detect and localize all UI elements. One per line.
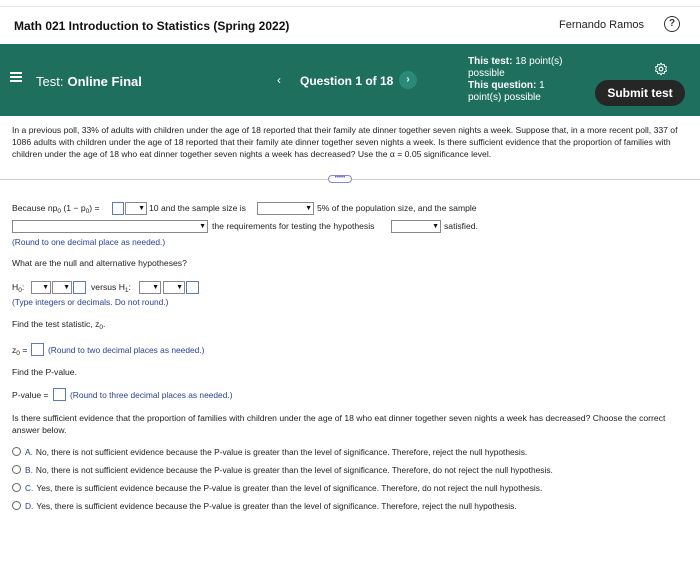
choice-text: No, there is not sufficient evidence because the P-value is greater than the level of significance. Therefore, do not reject the null hypothesis.: [35, 465, 553, 475]
h1-operator-dropdown[interactable]: [163, 281, 185, 294]
population-text: 5% of the population size, and the sample: [317, 203, 477, 213]
sample-type-dropdown[interactable]: [12, 220, 208, 233]
h1-value-input[interactable]: [186, 281, 199, 294]
problem-statement: In a previous poll, 33% of adults with children under the age of 18 reported that their family ate dinner together seven nights a week. Suppose that, in a more recent poll, 337 of 1086 adults with children under the age of 18 reported that their family ate dinner together seven nights a week. Is there sufficient evidence that the proportion of families with children under the age of 18 who eat dinner together seven nights a week has decreased? Use the α = 0.05 significance level.: [12, 125, 678, 159]
round-two-hint: (Round to two decimal places as needed.): [48, 345, 205, 355]
close-paren: ) =: [89, 203, 100, 213]
course-title: Math 021 Introduction to Statistics (Spring 2022): [14, 19, 290, 33]
choice-text: Yes, there is sufficient evidence because the P-value is greater than the level of significance. Therefore, do not reject the null hypothesis.: [36, 483, 543, 493]
np-comparison-dropdown[interactable]: [125, 202, 147, 215]
one-minus-p: (1 − p: [63, 203, 86, 213]
submit-test-button[interactable]: Submit test: [595, 80, 685, 106]
test-bar: [0, 44, 700, 116]
conclusion-question: Is there sufficient evidence that the proportion of families with children under the age of 18 who eat dinner together seven nights a week has decreased? Choose the correct answer below.: [12, 413, 666, 435]
choice-d[interactable]: [12, 501, 517, 511]
sample-size-dropdown[interactable]: [257, 202, 314, 215]
h1-sub: 1: [124, 287, 129, 294]
sample-size-text: 10 and the sample size is: [149, 203, 246, 213]
top-header: [0, 6, 700, 44]
chevron-down-icon: ▼: [176, 284, 183, 291]
help-icon[interactable]: ?: [664, 16, 680, 32]
test-name: Online Final: [67, 74, 142, 89]
h0-operator-dropdown[interactable]: [52, 281, 72, 294]
requirements-text: the requirements for testing the hypothesis: [212, 221, 375, 231]
chevron-down-icon: ▼: [199, 223, 206, 230]
test-prefix: Test:: [36, 74, 64, 89]
h1-parameter-dropdown[interactable]: [139, 281, 161, 294]
chevron-down-icon: ▼: [42, 284, 49, 291]
test-statistic-input[interactable]: [31, 343, 44, 356]
z0-label-sub: 0: [16, 350, 20, 357]
test-title: [36, 74, 142, 89]
choice-letter: A.: [25, 447, 33, 457]
user-name[interactable]: Fernando Ramos: [559, 19, 644, 31]
chevron-down-icon: ▼: [305, 205, 312, 212]
choice-text: Yes, there is sufficient evidence because the P-value is greater than the level of significance. Therefore, reject the null hypothesis.: [36, 501, 517, 511]
h0-text: H: [12, 282, 19, 292]
test-statistic-text: Find the test statistic, z: [12, 319, 100, 329]
previous-question-button[interactable]: ‹: [277, 73, 281, 87]
p0-sub: 0: [57, 208, 62, 215]
p-value-question: Find the P-value.: [12, 367, 77, 377]
versus-label: versus $H_1$:: [91, 282, 131, 294]
round-three-hint: (Round to three decimal places as needed.): [70, 390, 233, 400]
z-text: z: [12, 345, 17, 355]
satisfied-text: satisfied.: [444, 221, 478, 231]
radio-button[interactable]: [12, 483, 21, 492]
radio-button[interactable]: [12, 465, 21, 474]
z0-sub: 0: [99, 324, 104, 331]
h0-parameter-dropdown[interactable]: [31, 281, 51, 294]
this-test-label: This test:: [468, 56, 513, 67]
this-question-label: This question:: [468, 80, 537, 91]
gear-icon[interactable]: [654, 62, 668, 76]
equals: =: [22, 345, 28, 355]
chevron-down-icon: ▼: [63, 284, 70, 291]
hypotheses-question: What are the null and alternative hypotheses?: [12, 258, 187, 268]
choice-a[interactable]: [12, 447, 527, 457]
integers-hint: (Type integers or decimals. Do not round.): [12, 297, 169, 307]
question-nav[interactable]: Question 1 of 18: [300, 74, 394, 88]
z0-label: [12, 345, 27, 357]
versus-text: versus H: [91, 282, 125, 292]
this-test-value: 18 point(s): [515, 56, 563, 67]
h0-sub: 0: [18, 287, 22, 294]
this-question-value: 1: [539, 80, 545, 91]
p-value-input[interactable]: [53, 388, 66, 401]
radio-button[interactable]: [12, 447, 21, 456]
this-test-suffix: possible: [468, 68, 505, 79]
chevron-down-icon: ▼: [152, 284, 159, 291]
menu-icon[interactable]: [10, 72, 22, 82]
choice-letter: B.: [25, 465, 33, 475]
choice-c[interactable]: [12, 483, 542, 493]
chevron-down-icon: ▼: [138, 205, 145, 212]
satisfied-dropdown[interactable]: [391, 220, 441, 233]
np-answer-input[interactable]: [112, 202, 124, 215]
because-text: Because np: [12, 203, 58, 213]
choice-b[interactable]: [12, 465, 553, 475]
choice-text: No, there is not sufficient evidence because the P-value is greater than the level of significance. Therefore, reject the null hypothesis.: [35, 447, 528, 457]
p0-sub-2: 0: [85, 208, 90, 215]
expand-button[interactable]: •••••: [328, 175, 352, 183]
chevron-down-icon: ▼: [432, 223, 439, 230]
this-question-suffix: point(s) possible: [468, 92, 541, 103]
h0-value-input[interactable]: [73, 281, 86, 294]
test-statistic-question: Find the test statistic, $z_0$.: [12, 319, 106, 331]
choice-letter: D.: [25, 501, 34, 511]
choice-letter: C.: [25, 483, 34, 493]
requirements-sentence: [12, 203, 100, 215]
points-info: [468, 56, 562, 104]
round-one-hint: (Round to one decimal place as needed.): [12, 237, 166, 247]
p-value-label: P-value =: [12, 390, 49, 400]
radio-button[interactable]: [12, 501, 21, 510]
h0-label: $H_0$:: [12, 282, 25, 294]
next-question-button[interactable]: ›: [399, 71, 417, 89]
